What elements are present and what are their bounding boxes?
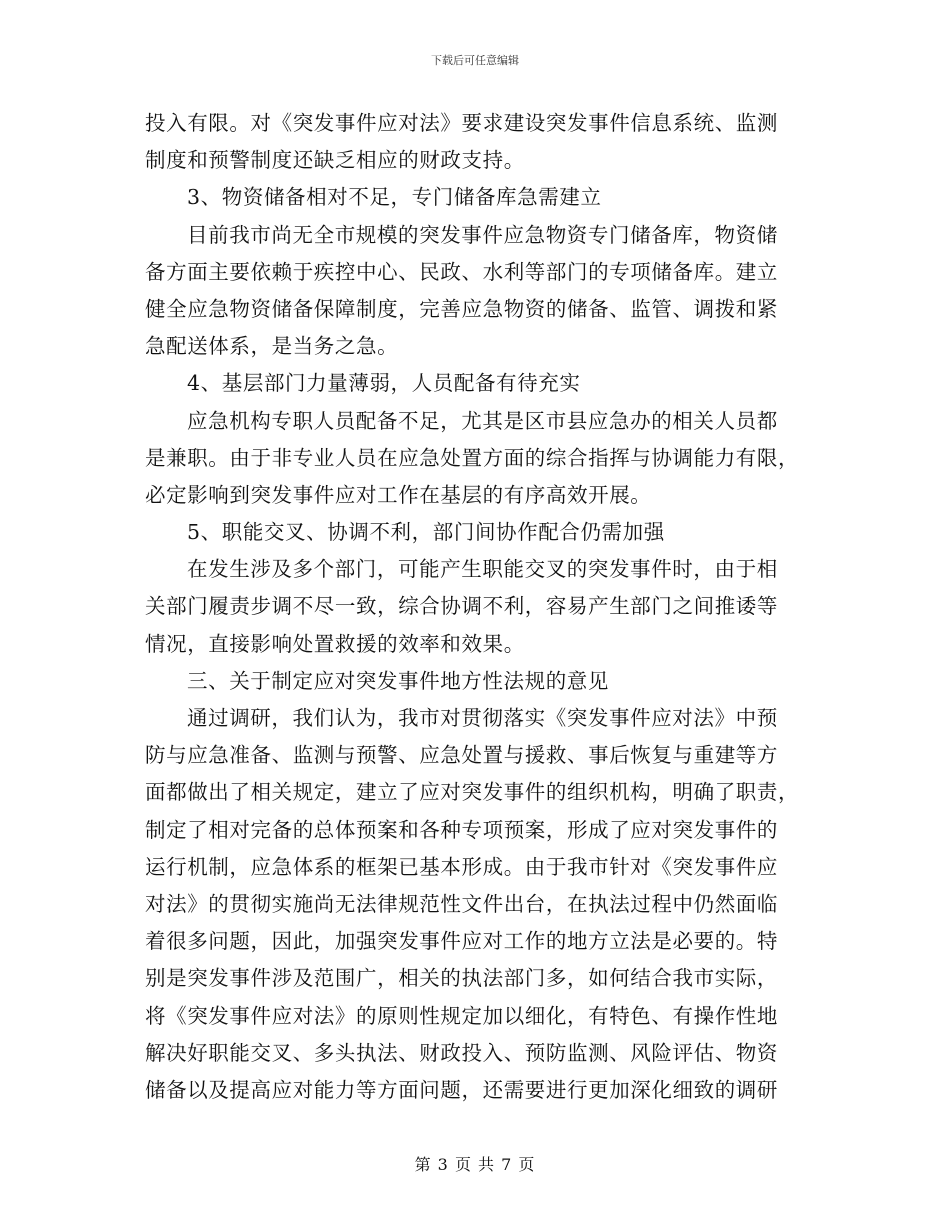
text-line: 应急机构专职人员配备不足，尤其是区市县应急办的相关人员都 [187, 408, 778, 433]
text-line: 对法》的贯彻实施尚无法律规范性文件出台，在执法过程中仍然面临 [145, 891, 778, 916]
text-line: 面都做出了相关规定，建立了应对突发事件的组织机构，明确了职责， [145, 780, 800, 805]
text-line: 制定了相对完备的总体预案和各种专项预案，形成了应对突发事件的 [145, 817, 778, 842]
text-line: 储备以及提高应对能力等方面问题，还需要进行更加深化细致的调研 [145, 1077, 778, 1102]
text-line: 解决好职能交叉、多头执法、财政投入、预防监测、风险评估、物资 [145, 1040, 778, 1065]
text-line: 急配送体系，是当务之急。 [145, 334, 399, 359]
text-line: 着很多问题，因此，加强突发事件应对工作的地方立法是必要的。特 [145, 929, 778, 954]
text-line: 是兼职。由于非专业人员在应急处置方面的综合指挥与协调能力有限， [145, 445, 800, 470]
text-line: 目前我市尚无全市规模的突发事件应急物资专门储备库，物资储 [187, 222, 778, 247]
text-line: 5、职能交叉、协调不利，部门间协作配合仍需加强 [187, 520, 665, 545]
text-line: 情况，直接影响处置救援的效率和效果。 [145, 631, 525, 656]
text-line: 制度和预警制度还缺乏相应的财政支持。 [145, 148, 525, 173]
text-line: 健全应急物资储备保障制度，完善应急物资的储备、监管、调拨和紧 [145, 296, 778, 321]
page-header: 下载后可任意编辑 [431, 54, 519, 67]
text-line: 防与应急准备、监测与预警、应急处置与援救、事后恢复与重建等方 [145, 743, 778, 768]
text-line: 三、关于制定应对突发事件地方性法规的意见 [187, 668, 609, 693]
text-line: 3、物资储备相对不足，专门储备库急需建立 [187, 185, 602, 210]
document-body [145, 105, 805, 1109]
text-line: 备方面主要依赖于疾控中心、民政、水利等部门的专项储备库。建立 [145, 259, 778, 284]
page-footer [0, 1152, 950, 1175]
text-line: 4、基层部门力量薄弱，人员配备有待充实 [187, 371, 581, 396]
text-line: 通过调研，我们认为，我市对贯彻落实《突发事件应对法》中预 [187, 706, 778, 730]
page-number-label: 第 3 页 共 7 页 [414, 1155, 536, 1174]
text-line: 关部门履责步调不尽一致，综合协调不利，容易产生部门之间推诿等 [145, 594, 778, 619]
text-line: 必定影响到突发事件应对工作在基层的有序高效开展。 [145, 482, 652, 507]
text-line: 别是突发事件涉及范围广，相关的执法部门多，如何结合我市实际， [145, 966, 778, 991]
text-line: 在发生涉及多个部门，可能产生职能交叉的突发事件时，由于相 [187, 557, 778, 582]
text-line: 运行机制，应急体系的框架已基本形成。由于我市针对《突发事件应 [145, 854, 778, 879]
text-line: 投入有限。对《突发事件应对法》要求建设突发事件信息系统、监测 [145, 111, 778, 135]
text-line: 将《突发事件应对法》的原则性规定加以细化，有特色、有操作性地 [145, 1003, 778, 1028]
